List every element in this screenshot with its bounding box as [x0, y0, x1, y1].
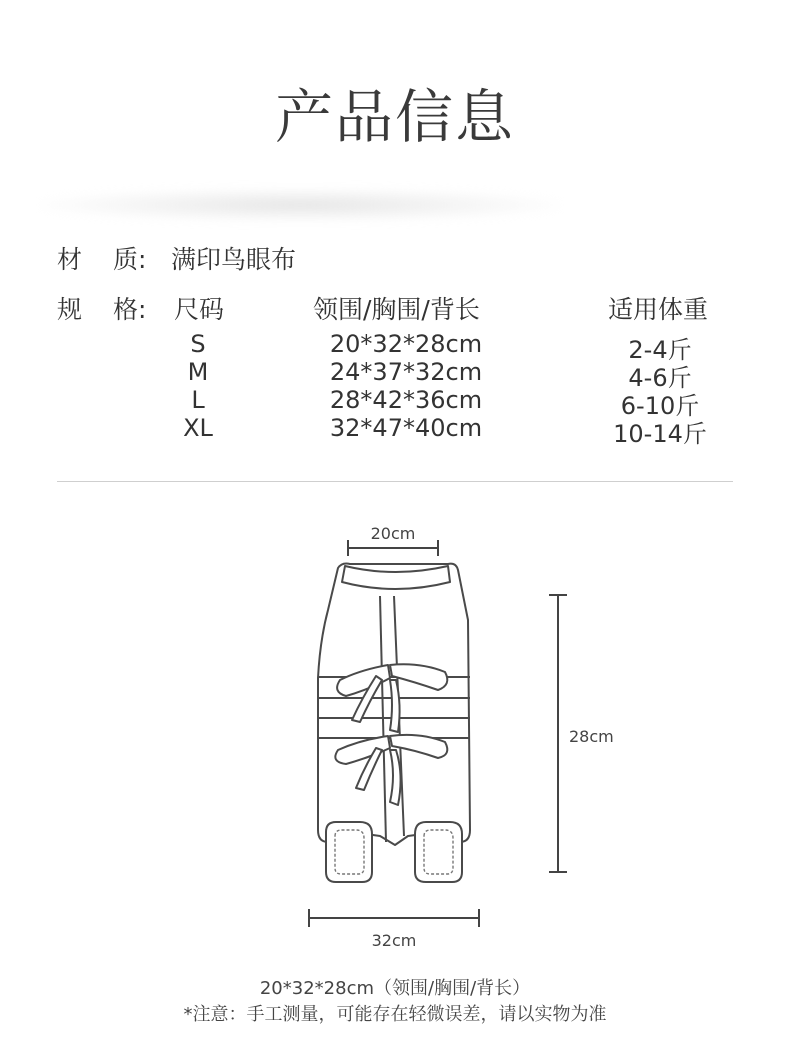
measure-cell: 20*32*28cm: [329, 330, 483, 358]
header-size: 尺码: [174, 295, 225, 324]
blurred-subtitle: [40, 188, 560, 222]
material-value: 满印鸟眼布: [171, 245, 297, 274]
spec-label-1: 规: [57, 295, 83, 324]
size-cell: XL: [183, 414, 213, 442]
measure-cell: 32*47*40cm: [329, 414, 483, 442]
weight-cell: 4-6斤: [628, 364, 692, 392]
chest-dimension-label: 32cm: [371, 931, 417, 950]
garment-diagram: [0, 500, 790, 970]
size-cell: L: [191, 386, 205, 414]
weight-cell: 2-4斤: [628, 336, 692, 364]
page-title: 产品信息: [274, 83, 515, 151]
footer-dimensions: 20*32*28cm（领围/胸围/背长）: [259, 978, 531, 999]
size-cell: S: [190, 330, 206, 358]
measure-cell: 28*42*36cm: [329, 386, 483, 414]
header-measure: 领围/胸围/背长: [313, 295, 480, 324]
section-divider: [57, 481, 733, 482]
weight-cell: 6-10斤: [620, 392, 700, 420]
material-label-1: 材: [57, 245, 83, 274]
neck-dimension-label: 20cm: [370, 524, 416, 543]
spec-label-2: 格:: [113, 295, 147, 324]
weight-cell: 10-14斤: [613, 420, 707, 448]
material-label-2: 质:: [113, 245, 147, 274]
garment-outline: [318, 564, 470, 883]
measure-cell: 24*37*32cm: [329, 358, 483, 386]
size-cell: M: [187, 358, 209, 386]
length-dimension-label: 28cm: [569, 727, 614, 746]
header-weight: 适用体重: [608, 295, 709, 324]
footer-note: *注意：手工测量，可能存在轻微误差，请以实物为准: [183, 1004, 607, 1025]
